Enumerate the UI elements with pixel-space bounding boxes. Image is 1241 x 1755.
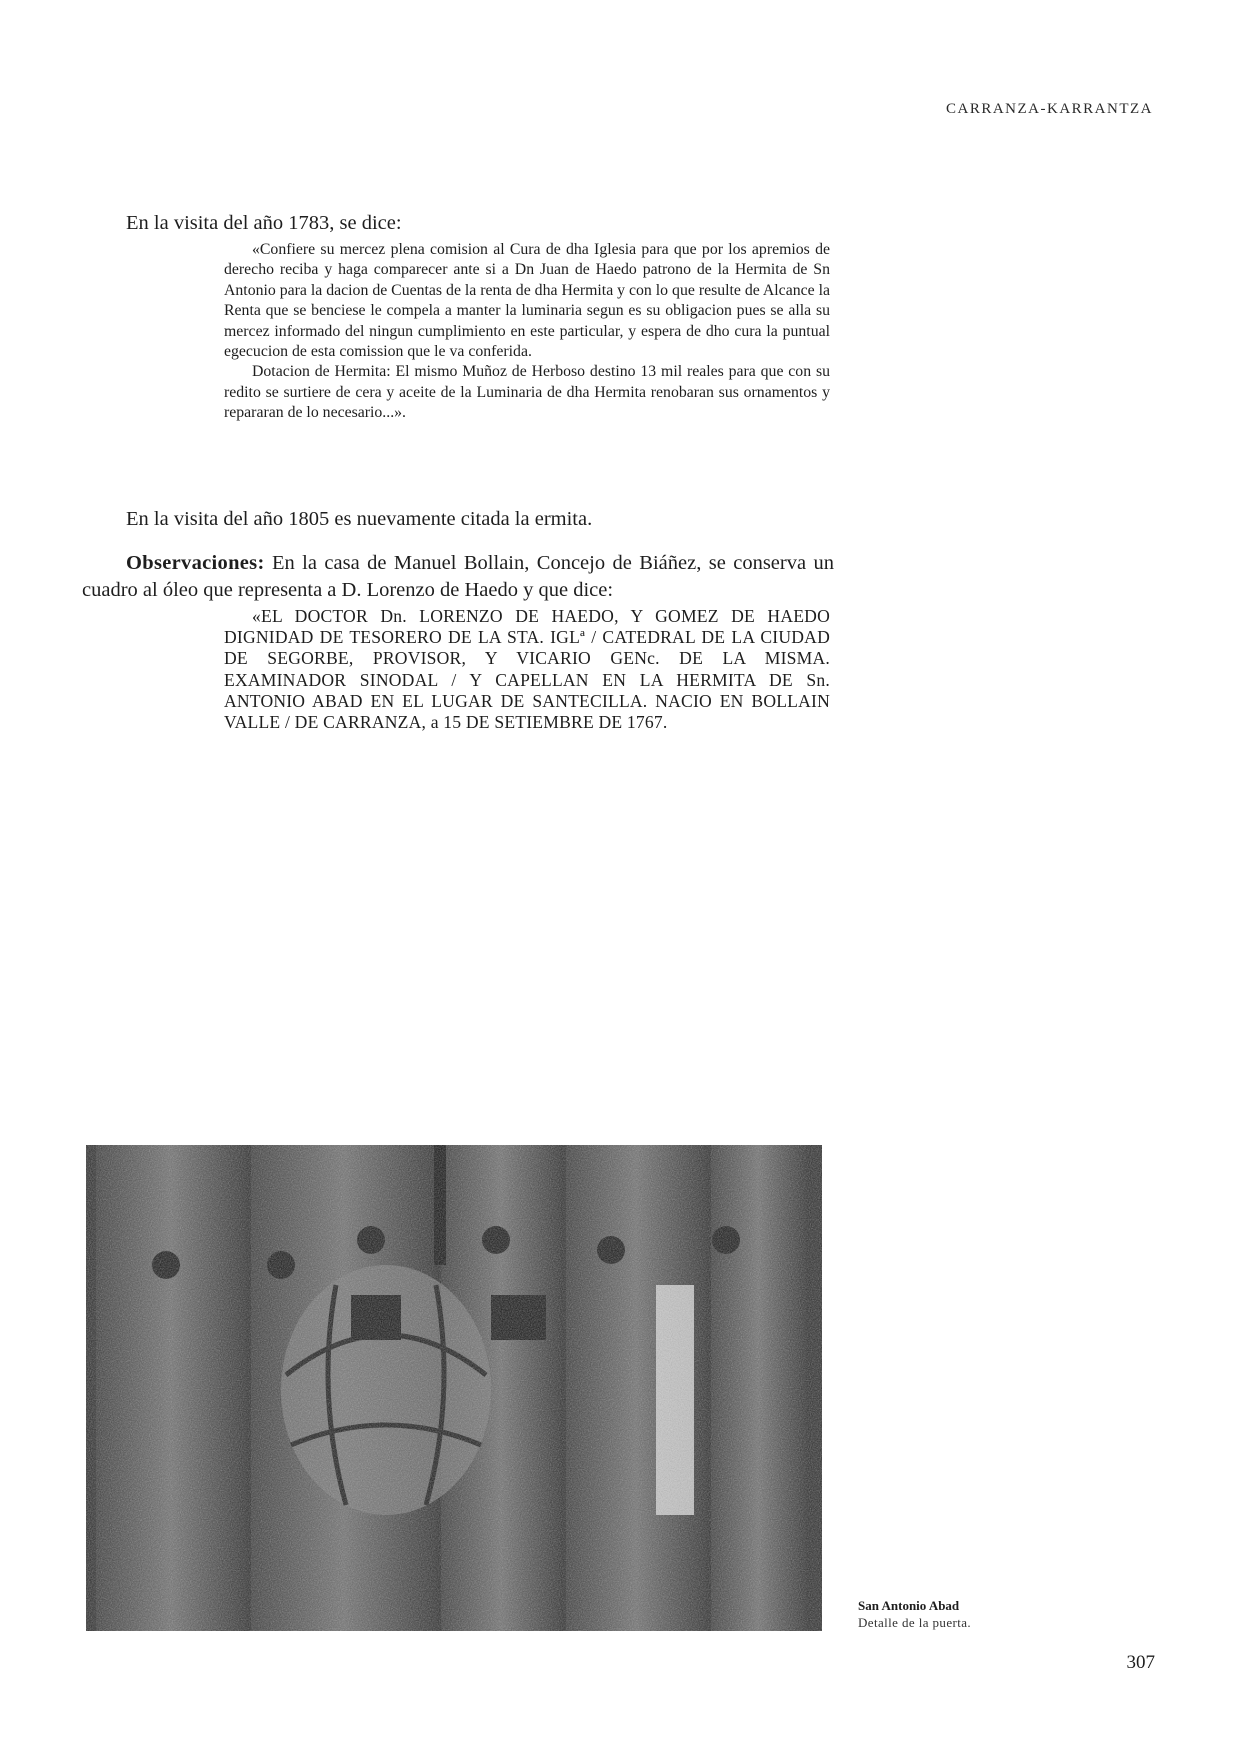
running-title: CARRANZA-KARRANTZA xyxy=(946,101,1153,117)
paragraph-visita-1805: En la visita del año 1805 es nuevamente citada la ermita. xyxy=(126,508,593,530)
observaciones-text: En la casa de Manuel Bollain, Concejo de Biáñez, se conserva un cuadro al óleo que representa a D. Lorenzo de Haedo y que dice: xyxy=(82,552,834,601)
quote-paragraph: «Confiere su mercez plena comision al Cura de dha Iglesia para que por los apremios de derecho reciba y haga comparecer ante si a Dn Juan de Haedo patrono de la Hermita de Sn Antonio para la dacion de Cuentas de la renta de dha Hermita y con lo que resulte de Alcance la Renta que se benciese le compela a manter la luminaria segun es su obligacion pues se alla su mercez informado del ningun cumplimiento en este particular, y espera de dho cura la puntual egecucion de esta comission que le va conferida. xyxy=(224,241,830,361)
figure-caption xyxy=(858,1597,971,1631)
caption-text: Detalle de la puerta. xyxy=(858,1615,972,1630)
observaciones-label: Observaciones: xyxy=(126,552,265,574)
caption-title: San Antonio Abad xyxy=(858,1598,960,1613)
page-number: 307 xyxy=(1126,1652,1155,1673)
quote-inscription: «EL DOCTOR Dn. LORENZO DE HAEDO, Y GOMEZ DE HAEDO DIGNIDAD DE TESORERO DE LA STA. IGLª / CATEDRAL DE LA CIUDAD DE SEGORBE, PROVISOR, Y VICARIO GENc. DE LA MISMA. EXAMINADOR SINODAL / Y CAPELLAN EN LA HERMITA DE Sn. ANTONIO ABAD EN EL LUGAR DE SANTECILLA. NACIO EN BOLLAIN VALLE / DE CARRANZA, a 15 DE SETIEMBRE DE 1767. xyxy=(224,606,830,733)
paragraph-observaciones xyxy=(82,550,834,604)
quote-visita-1783 xyxy=(224,240,830,424)
door-detail-photo xyxy=(86,1145,822,1631)
quote-paragraph: Dotacion de Hermita: El mismo Muñoz de Herboso destino 13 mil reales para que con su redito se surtiere de cera y aceite de la Luminaria de dha Hermita renobaran sus ornamentos y repararan de lo necesario...». xyxy=(224,363,830,422)
paragraph-visita-1783: En la visita del año 1783, se dice: xyxy=(126,212,402,234)
